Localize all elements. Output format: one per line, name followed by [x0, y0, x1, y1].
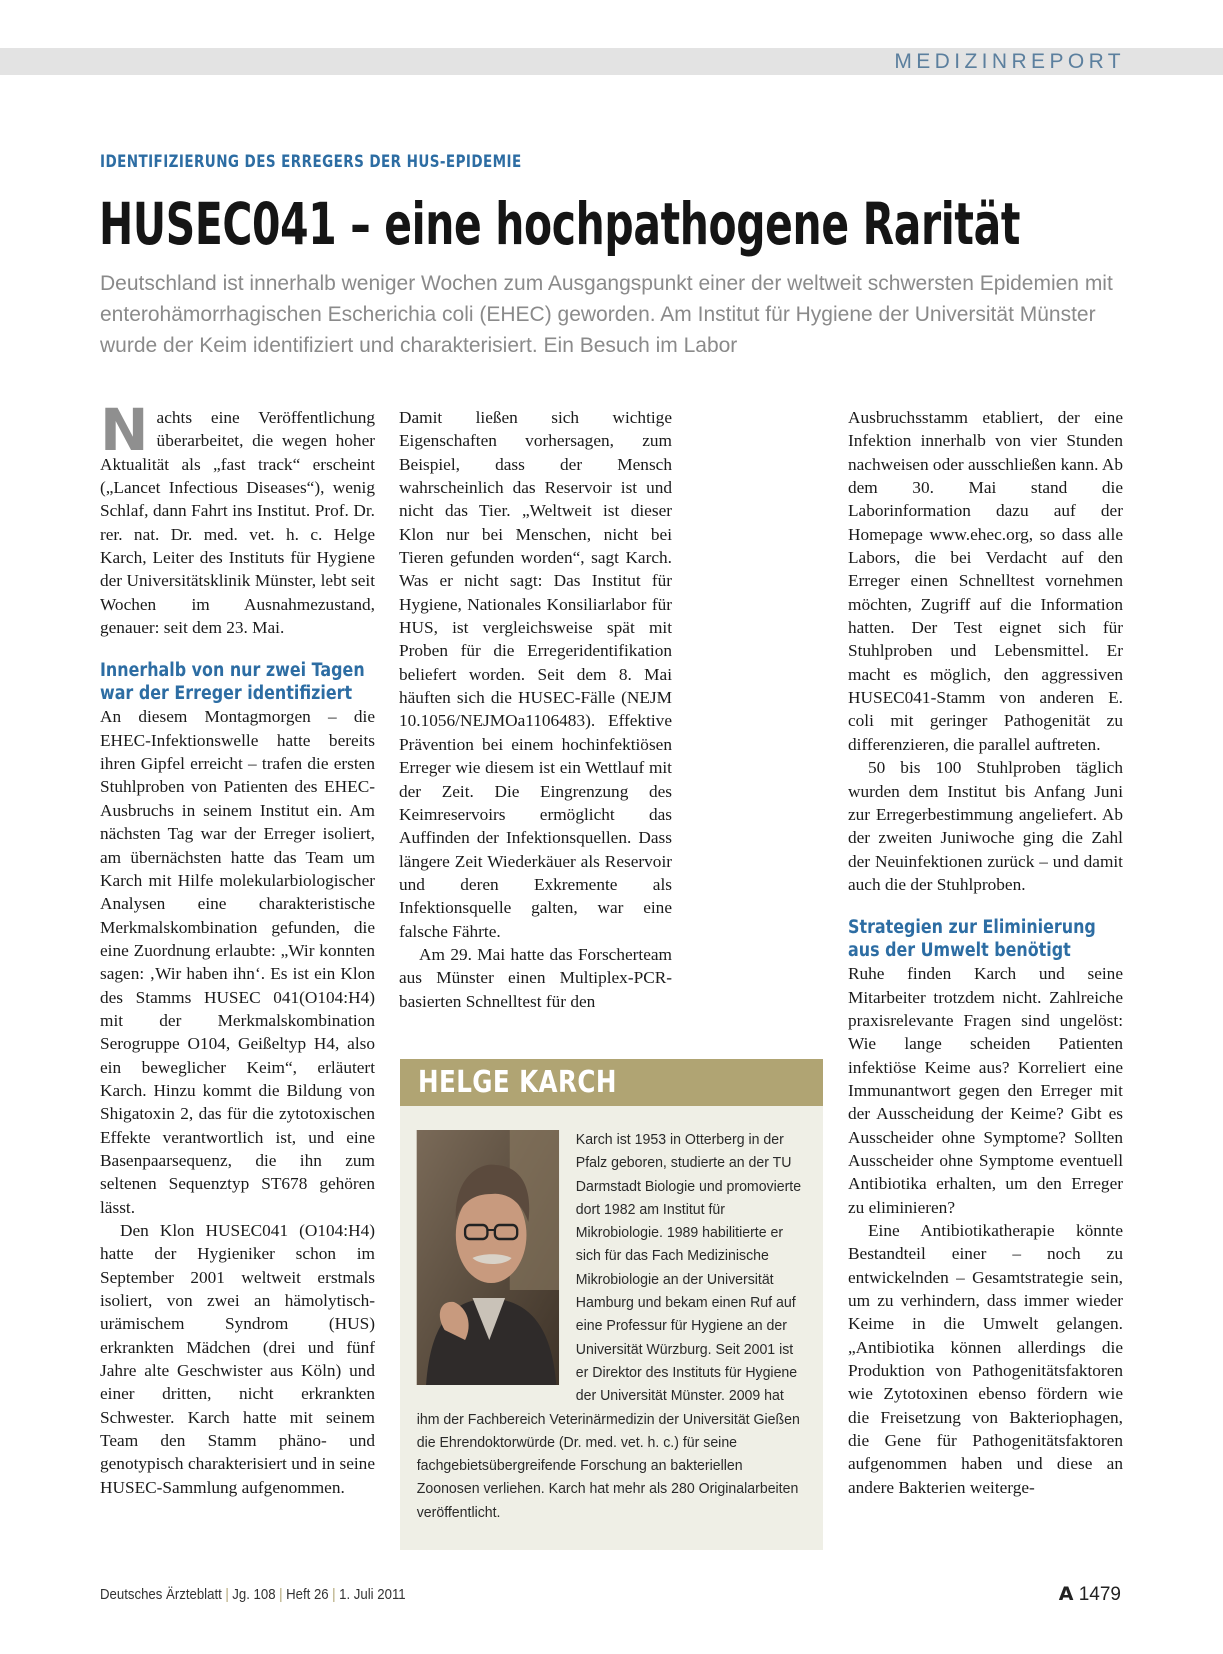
- text-column-2: [399, 406, 672, 1013]
- article-lead: Deutschland ist innerhalb weniger Wochen zum Ausgangspunkt einer der weltweit schwersten Epidemien mit enterohämorrhagischen Escherichia coli (EHEC) geworden. Am Institut für Hygiene der Universität Münster wurde der Keim identifiziert und charakterisiert. Ein Besuch im Labor: [100, 272, 1113, 357]
- footer-separator: |: [225, 1586, 229, 1603]
- profile-box-body: [400, 1106, 825, 1524]
- journal-date: 1. Juli 2011: [339, 1586, 406, 1603]
- profile-box-title: HELGE KARCH: [418, 1065, 617, 1100]
- body-paragraph: Ausbruchsstamm etabliert, der eine Infektion innerhalb von vier Stunden nachweisen oder ausschließen kann. Ab dem 30. Mai stand die Laborinformation dazu auf der Homepage www.ehec.org, so dass alle Labors, die bei Verdacht auf den Erreger einen Schnelltest vornehmen möchten, Zugriff auf die Information hatten. Der Test eignet sich für Stuhlproben und Lebensmittel. Er macht es möglich, den aggressiven HUSEC041-Stamm von anderen E. coli mit geringer Pathogenität zu differenzieren, die parallel auftreten.: [848, 408, 1123, 754]
- intro-paragraph: [100, 396, 375, 639]
- page-prefix: A: [1058, 1583, 1074, 1605]
- profile-box: [400, 1059, 823, 1550]
- journal-volume: Jg. 108: [232, 1586, 276, 1603]
- article-headline: HUSEC041 – eine hochpathogene Rarität: [99, 190, 1021, 258]
- body-paragraph: Den Klon HUSEC041 (O104:H4) hatte der Hygieniker schon im September 2001 weltweit erstmals isoliert, von zwei an hämolytisch-urämischem Syndrom (HUS) erkrankten Mädchen (drei und fünf Jahre alte Geschwister aus Köln) und einer dritten, nicht erkrankten Schwester. Karch hatte mit seinem Team den Stamm phäno- und genotypisch charakterisiert und in seine HUSEC-Sammlung aufgenommen.: [100, 1221, 375, 1497]
- body-paragraph: Damit ließen sich wichtige Eigenschaften vorhersagen, zum Beispiel, dass der Mensch wahrscheinlich das Reservoir ist und nicht das Tier. „Weltweit ist dieser Klon nur bei Menschen, nicht bei Tieren gefunden worden“, sagt Karch. Was er nicht sagt: Das Institut für Hygiene, Nationales Konsiliarlabor für HUS, ist vergleichsweise spät mit Proben für die Erregeridentifikation beliefert worden. Seit dem 8. Mai häuften sich die HUSEC-Fälle (NEJM 10.1056/NEJMOa1106483). Effektive Prävention bei einem hochinfektiösen Erreger wie diesem ist ein Wettlauf mit der Zeit. Die Eingrenzung des Keimreservoirs ermöglicht das Auffinden der Infektionsquellen. Dass längere Zeit Wiederkäuer als Reservoir und deren Exkremente als Infektionsquelle galten, war eine falsche Fährte.: [399, 408, 672, 941]
- body-paragraph: Ruhe finden Karch und seine Mitarbeiter trotzdem nicht. Zahlreiche praxisrelevante Fragen sind ungelöst: Wie lange scheiden Patienten infektiöse Keime aus? Korreliert eine Immunantwort gegen den Erreger mit der Ausscheidung der Keime? Gibt es Ausscheider ohne Symptome? Sollten Ausscheider ohne Symptome eventuell Antibiotika erhalten, um den Erreger zu eliminieren?: [848, 964, 1123, 1217]
- body-paragraph: Am 29. Mai hatte das Forscherteam aus Münster einen Multiplex-PCR-basierten Schnelltest für den: [399, 944, 672, 1011]
- section-label: MEDIZINREPORT: [894, 50, 1125, 73]
- text-column-3: [848, 406, 1123, 1499]
- drop-cap: N: [100, 396, 149, 464]
- body-paragraph: Eine Antibiotikatherapie könnte Bestandteil einer – noch zu entwickelnden – Gesamtstrategie sein, um zu verhindern, dass immer wieder Keime in die Umwelt gelangen. „Antibiotika können allerdings die Produktion von Pathogenitätsfaktoren wie Zytotoxinen ebenso fördern wie die Freisetzung von Bakteriophagen, die Gene für Pathogenitätsfaktoren aufgenommen haben und diese an andere Bakterien weiterge-: [848, 1221, 1123, 1497]
- page-footer: [100, 1586, 406, 1603]
- portrait-image: [417, 1130, 559, 1385]
- journal-issue: Heft 26: [286, 1586, 329, 1603]
- journal-name: Deutsches Ärzteblatt: [100, 1586, 222, 1603]
- page-number-value: 1479: [1078, 1584, 1121, 1605]
- page-number: [1059, 1583, 1121, 1606]
- text-column-1: [100, 396, 375, 1499]
- subheading-strategies: Strategien zur Eliminierung aus der Umwelt benötigt: [848, 917, 1096, 962]
- subheading-identification: Innerhalb von nur zwei Tagen war der Erreger identifiziert: [100, 660, 365, 705]
- portrait-photo: [417, 1130, 559, 1385]
- body-paragraph: 50 bis 100 Stuhlproben täglich wurden dem Institut bis Anfang Juni zur Erregerbestimmung angeliefert. Ab der zweiten Juniwoche ging die Zahl der Neuinfektionen zurück – und damit auch die der Stuhlproben.: [848, 758, 1123, 894]
- footer-separator: |: [279, 1586, 283, 1603]
- intro-text: achts eine Veröffentlichung überarbeitet, die wegen hoher Aktualität als „fast track“ erscheint („Lancet Infectious Diseases“), wenig Schlaf, dann Fahrt ins Institut. Prof. Dr. rer. nat. Dr. med. vet. h. c. Helge Karch, Leiter des Instituts für Hygiene der Universitätsklinik Münster, lebt seit Wochen im Ausnahmezustand, genauer: seit dem 23. Mai.: [100, 408, 375, 638]
- article-kicker: IDENTIFIZIERUNG DES ERREGERS DER HUS-EPIDEMIE: [100, 152, 522, 171]
- profile-text: Karch ist 1953 in Otterberg in der Pfalz geboren, studierte an der TU Darmstadt Biologie und promovierte dort 1982 am Institut für Mikrobiologie. 1989 habilitierte er sich für das Fach Medizinische Mikrobiologie an der Universität Hamburg und bekam einen Ruf auf eine Professur für Hygiene an der Universität Würzburg. Seit 2001 ist er Direktor des Instituts für Hygiene der Universität Münster. 2009 hat ihm der Fachbereich Veterinärmedizin der Universität Gießen die Ehrendoktorwürde (Dr. med. vet. h. c.) für seine fachgebietsübergreifende Forschung an bakteriellen Zoonosen verliehen. Karch hat mehr als 280 Originalarbeiten veröffentlicht.: [416, 1131, 802, 1521]
- footer-separator: |: [332, 1586, 336, 1603]
- profile-box-header: [400, 1059, 823, 1106]
- body-paragraph: An diesem Montagmorgen – die EHEC-Infektionswelle hatte bereits ihren Gipfel erreicht – trafen die ersten Stuhlproben von Patienten des EHEC-Ausbruchs in seinem Institut ein. Am nächsten Tag war der Erreger isoliert, am übernächsten hatte das Team um Karch mit Hilfe molekularbiologischer Analysen eine charakteristische Merkmalskombination gefunden, die eine Zuordnung erlaubte: „Wir konnten sagen: ‚Wir haben ihn‘. Es ist ein Klon des Stamms HUSEC 041(O104:H4) mit der Merkmalskombination Serogruppe O104, Geißeltyp H4, also ein beweglicher Keim“, erläutert Karch. Hinzu kommt die Bildung von Shigatoxin 2, das für die zytotoxischen Effekte verantwortlich ist, und eine Basenpaarsequenz, die ihn zum seltenen Sequenztyp ST678 gehören lässt.: [100, 707, 375, 1217]
